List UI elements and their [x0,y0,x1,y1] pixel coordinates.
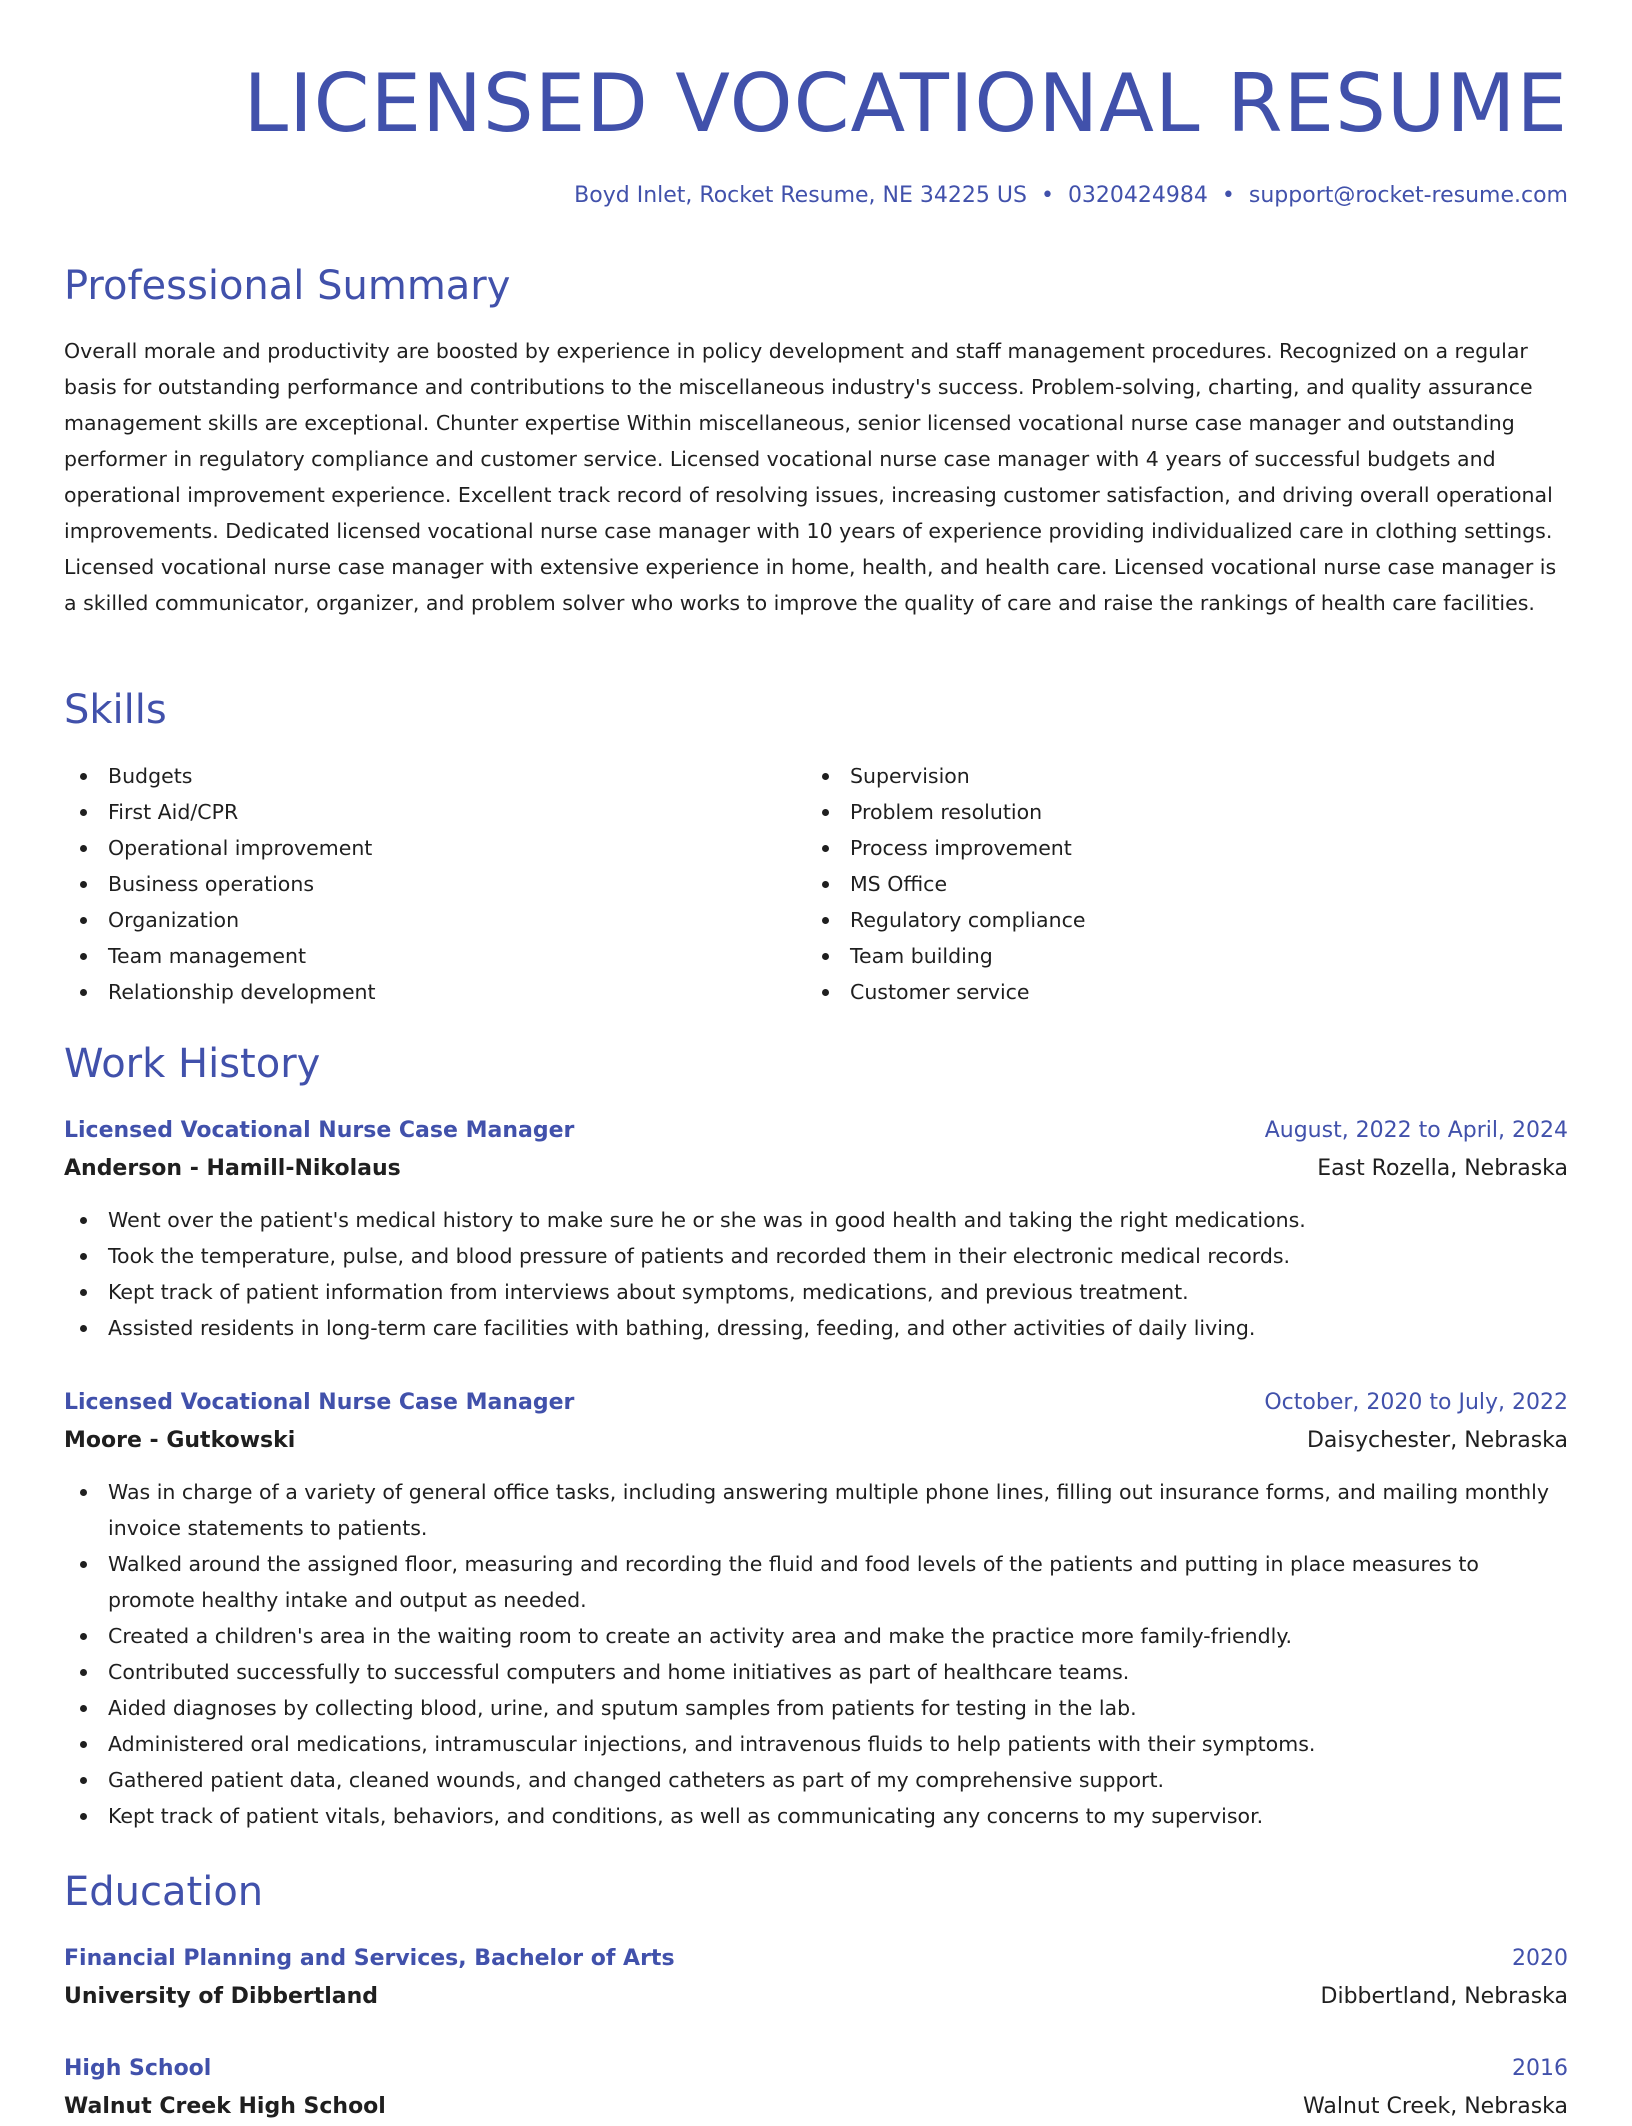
job-dates: October, 2020 to July, 2022 [1264,1390,1568,1415]
education-entry [64,2050,1568,2126]
education-degree: High School [64,2056,212,2081]
summary-text: Overall morale and productivity are boosted by experience in policy development and staff management procedures. Recognized on a regular basis for outstanding performance and contributions to the miscellaneous industry's success. Problem-solving, charting, and quality assurance management skills are exceptional. Chunter expertise Within miscellaneous, senior licensed vocational nurse case manager and outstanding performer in regulatory compliance and customer service. Licensed vocational nurse case manager with 4 years of successful budgets and operational improvement experience. Excellent track record of resolving issues, increasing customer satisfaction, and driving overall operational improvements. Dedicated licensed vocational nurse case manager with 10 years of experience providing individualized care in clothing settings. Licensed vocational nurse case manager with extensive experience in home, health, and health care. Licensed vocational nurse case manager is a skilled communicator, organizer, and problem solver who works to improve the quality of care and raise the rankings of health care facilities. [64,339,1557,615]
education-location: Walnut Creek, Nebraska [1303,2094,1568,2119]
education-degree: Financial Planning and Services, Bachelor of Arts [64,1946,675,1971]
job-bullet: Was in charge of a variety of general office tasks, including answering multiple phone lines, filling out insurance forms, and mailing monthly invoice statements to patients. [64,1474,1568,1546]
skill-item: Team management [64,938,806,974]
job-title: Licensed Vocational Nurse Case Manager [64,1390,575,1415]
skill-item: Operational improvement [64,830,806,866]
job-company: Moore - Gutkowski [64,1428,296,1453]
job-header [64,1384,1568,1422]
education-school: Walnut Creek High School [64,2094,386,2119]
education-entry [64,1940,1568,2016]
job-bullet: Went over the patient's medical history to make sure he or she was in good health and taking the right medications. [64,1202,1568,1238]
job-bullet: Administered oral medications, intramuscular injections, and intravenous fluids to help patients with their symptoms. [64,1726,1568,1762]
job-header [64,1112,1568,1150]
education-heading: Education [64,1869,264,1915]
skill-item: Problem resolution [806,794,1548,830]
education-subheader [64,1978,1568,2016]
skill-item: Process improvement [806,830,1548,866]
skill-item: Organization [64,902,806,938]
job-bullet: Created a children's area in the waiting room to create an activity area and make the practice more family-friendly. [64,1618,1568,1654]
job-bullets [64,1202,1568,1346]
contact-address: Boyd Inlet, Rocket Resume, NE 34225 US [574,183,1027,208]
skill-item: Team building [806,938,1548,974]
skill-item: Business operations [64,866,806,902]
job-bullet: Contributed successfully to successful computers and home initiatives as part of healthcare teams. [64,1654,1568,1690]
contact-email[interactable]: support@rocket-resume.com [1248,183,1568,208]
skill-item: First Aid/CPR [64,794,806,830]
job-subheader [64,1422,1568,1460]
skill-item: Relationship development [64,974,806,1010]
skill-item: Customer service [806,974,1548,1010]
job-title: Licensed Vocational Nurse Case Manager [64,1118,575,1143]
education-year: 2016 [1512,2056,1568,2081]
job-entry [64,1112,1568,1346]
education-header [64,2050,1568,2088]
contact-separator: • [1040,183,1054,208]
skill-item: Budgets [64,758,806,794]
skills-column-right [806,758,1548,1010]
resume-title: LICENSED VOCATIONAL RESUME [243,57,1568,150]
job-bullet: Walked around the assigned floor, measuring and recording the fluid and food levels of the patients and putting in place measures to promote healthy intake and output as needed. [64,1546,1568,1618]
contact-phone[interactable]: 0320424984 [1067,183,1208,208]
summary-heading: Professional Summary [64,263,511,309]
skills-column-left [64,758,806,1010]
skill-item: Supervision [806,758,1548,794]
skills-list [64,758,1568,1010]
education-year: 2020 [1512,1946,1568,1971]
job-dates: August, 2022 to April, 2024 [1264,1118,1568,1143]
skills-heading: Skills [64,687,167,733]
job-entry [64,1384,1568,1834]
education-location: Dibbertland, Nebraska [1320,1984,1568,2009]
skill-item: MS Office [806,866,1548,902]
job-bullet: Took the temperature, pulse, and blood pressure of patients and recorded them in their electronic medical records. [64,1238,1568,1274]
job-company: Anderson - Hamill-Nikolaus [64,1156,401,1181]
education-subheader [64,2088,1568,2126]
education-header [64,1940,1568,1978]
job-bullet: Gathered patient data, cleaned wounds, and changed catheters as part of my comprehensive support. [64,1762,1568,1798]
job-bullet: Kept track of patient vitals, behaviors, and conditions, as well as communicating any concerns to my supervisor. [64,1798,1568,1834]
job-location: Daisychester, Nebraska [1306,1428,1568,1453]
education-school: University of Dibbertland [64,1984,379,2009]
job-bullet: Aided diagnoses by collecting blood, urine, and sputum samples from patients for testing in the lab. [64,1690,1568,1726]
job-subheader [64,1150,1568,1188]
job-bullet: Kept track of patient information from interviews about symptoms, medications, and previous treatment. [64,1274,1568,1310]
job-location: East Rozella, Nebraska [1317,1156,1568,1181]
contact-separator: • [1221,183,1235,208]
job-bullets [64,1474,1568,1834]
work-history-heading: Work History [64,1041,321,1087]
skill-item: Regulatory compliance [806,902,1548,938]
job-bullet: Assisted residents in long-term care facilities with bathing, dressing, feeding, and other activities of daily living. [64,1310,1568,1346]
contact-info [574,180,1568,212]
